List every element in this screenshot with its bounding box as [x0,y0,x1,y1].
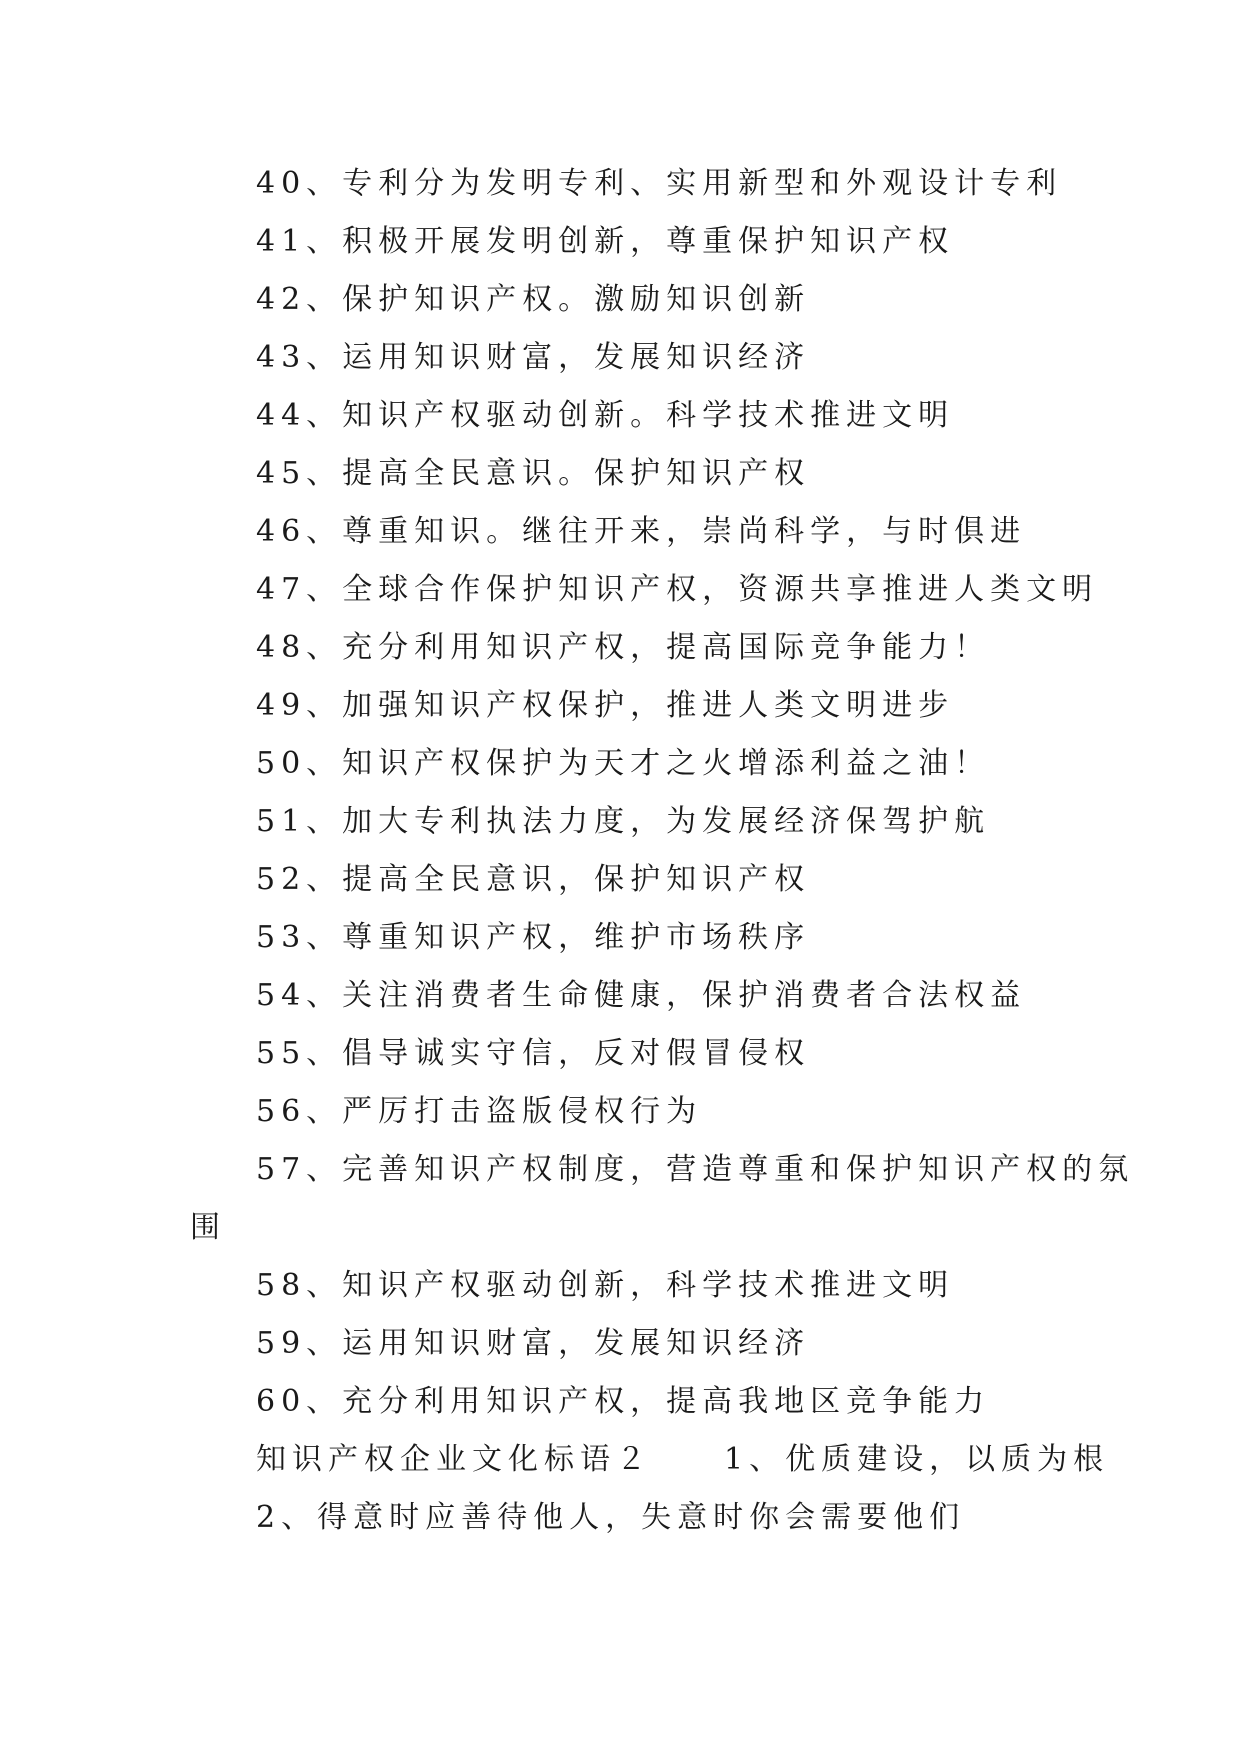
slogan-line-42: 42、保护知识产权。激励知识创新 [256,282,811,317]
slogan-line-59: 59、运用知识财富，发展知识经济 [256,1326,811,1361]
slogan-line-54: 54、关注消费者生命健康，保护消费者合法权益 [256,978,1027,1013]
slogan-line-44: 44、知识产权驱动创新。科学技术推进文明 [256,398,955,433]
slogan-line-43: 43、运用知识财富，发展知识经济 [256,340,811,375]
slogan-line-52: 52、提高全民意识，保护知识产权 [256,862,811,897]
slogan-line-57-continuation: 围 [190,1210,226,1245]
slogan-line-56: 56、严厉打击盗版侵权行为 [256,1094,703,1129]
slogan-line-40: 40、专利分为发明专利、实用新型和外观设计专利 [256,166,1063,201]
slogan-line-41: 41、积极开展发明创新，尊重保护知识产权 [256,224,955,259]
slogan-line-2: 2、得意时应善待他人，失意时你会需要他们 [256,1500,966,1535]
slogan-line-55: 55、倡导诚实守信，反对假冒侵权 [256,1036,811,1071]
slogan-line-49: 49、加强知识产权保护，推进人类文明进步 [256,688,955,723]
slogan-line-57: 57、完善知识产权制度，营造尊重和保护知识产权的氛 [256,1152,1135,1187]
slogan-line-46: 46、尊重知识。继往开来，崇尚科学，与时俱进 [256,514,1027,549]
section-heading-line: 知识产权企业文化标语２ 1、优质建设，以质为根 [256,1442,1110,1477]
slogan-line-48: 48、充分利用知识产权，提高国际竞争能力！ [256,630,991,665]
slogan-line-50: 50、知识产权保护为天才之火增添利益之油！ [256,746,991,781]
slogan-line-60: 60、充分利用知识产权，提高我地区竞争能力 [256,1384,991,1419]
slogan-line-51: 51、加大专利执法力度，为发展经济保驾护航 [256,804,991,839]
slogan-line-58: 58、知识产权驱动创新，科学技术推进文明 [256,1268,955,1303]
slogan-line-45: 45、提高全民意识。保护知识产权 [256,456,811,491]
slogan-line-53: 53、尊重知识产权，维护市场秩序 [256,920,811,955]
slogan-line-47: 47、全球合作保护知识产权，资源共享推进人类文明 [256,572,1099,607]
